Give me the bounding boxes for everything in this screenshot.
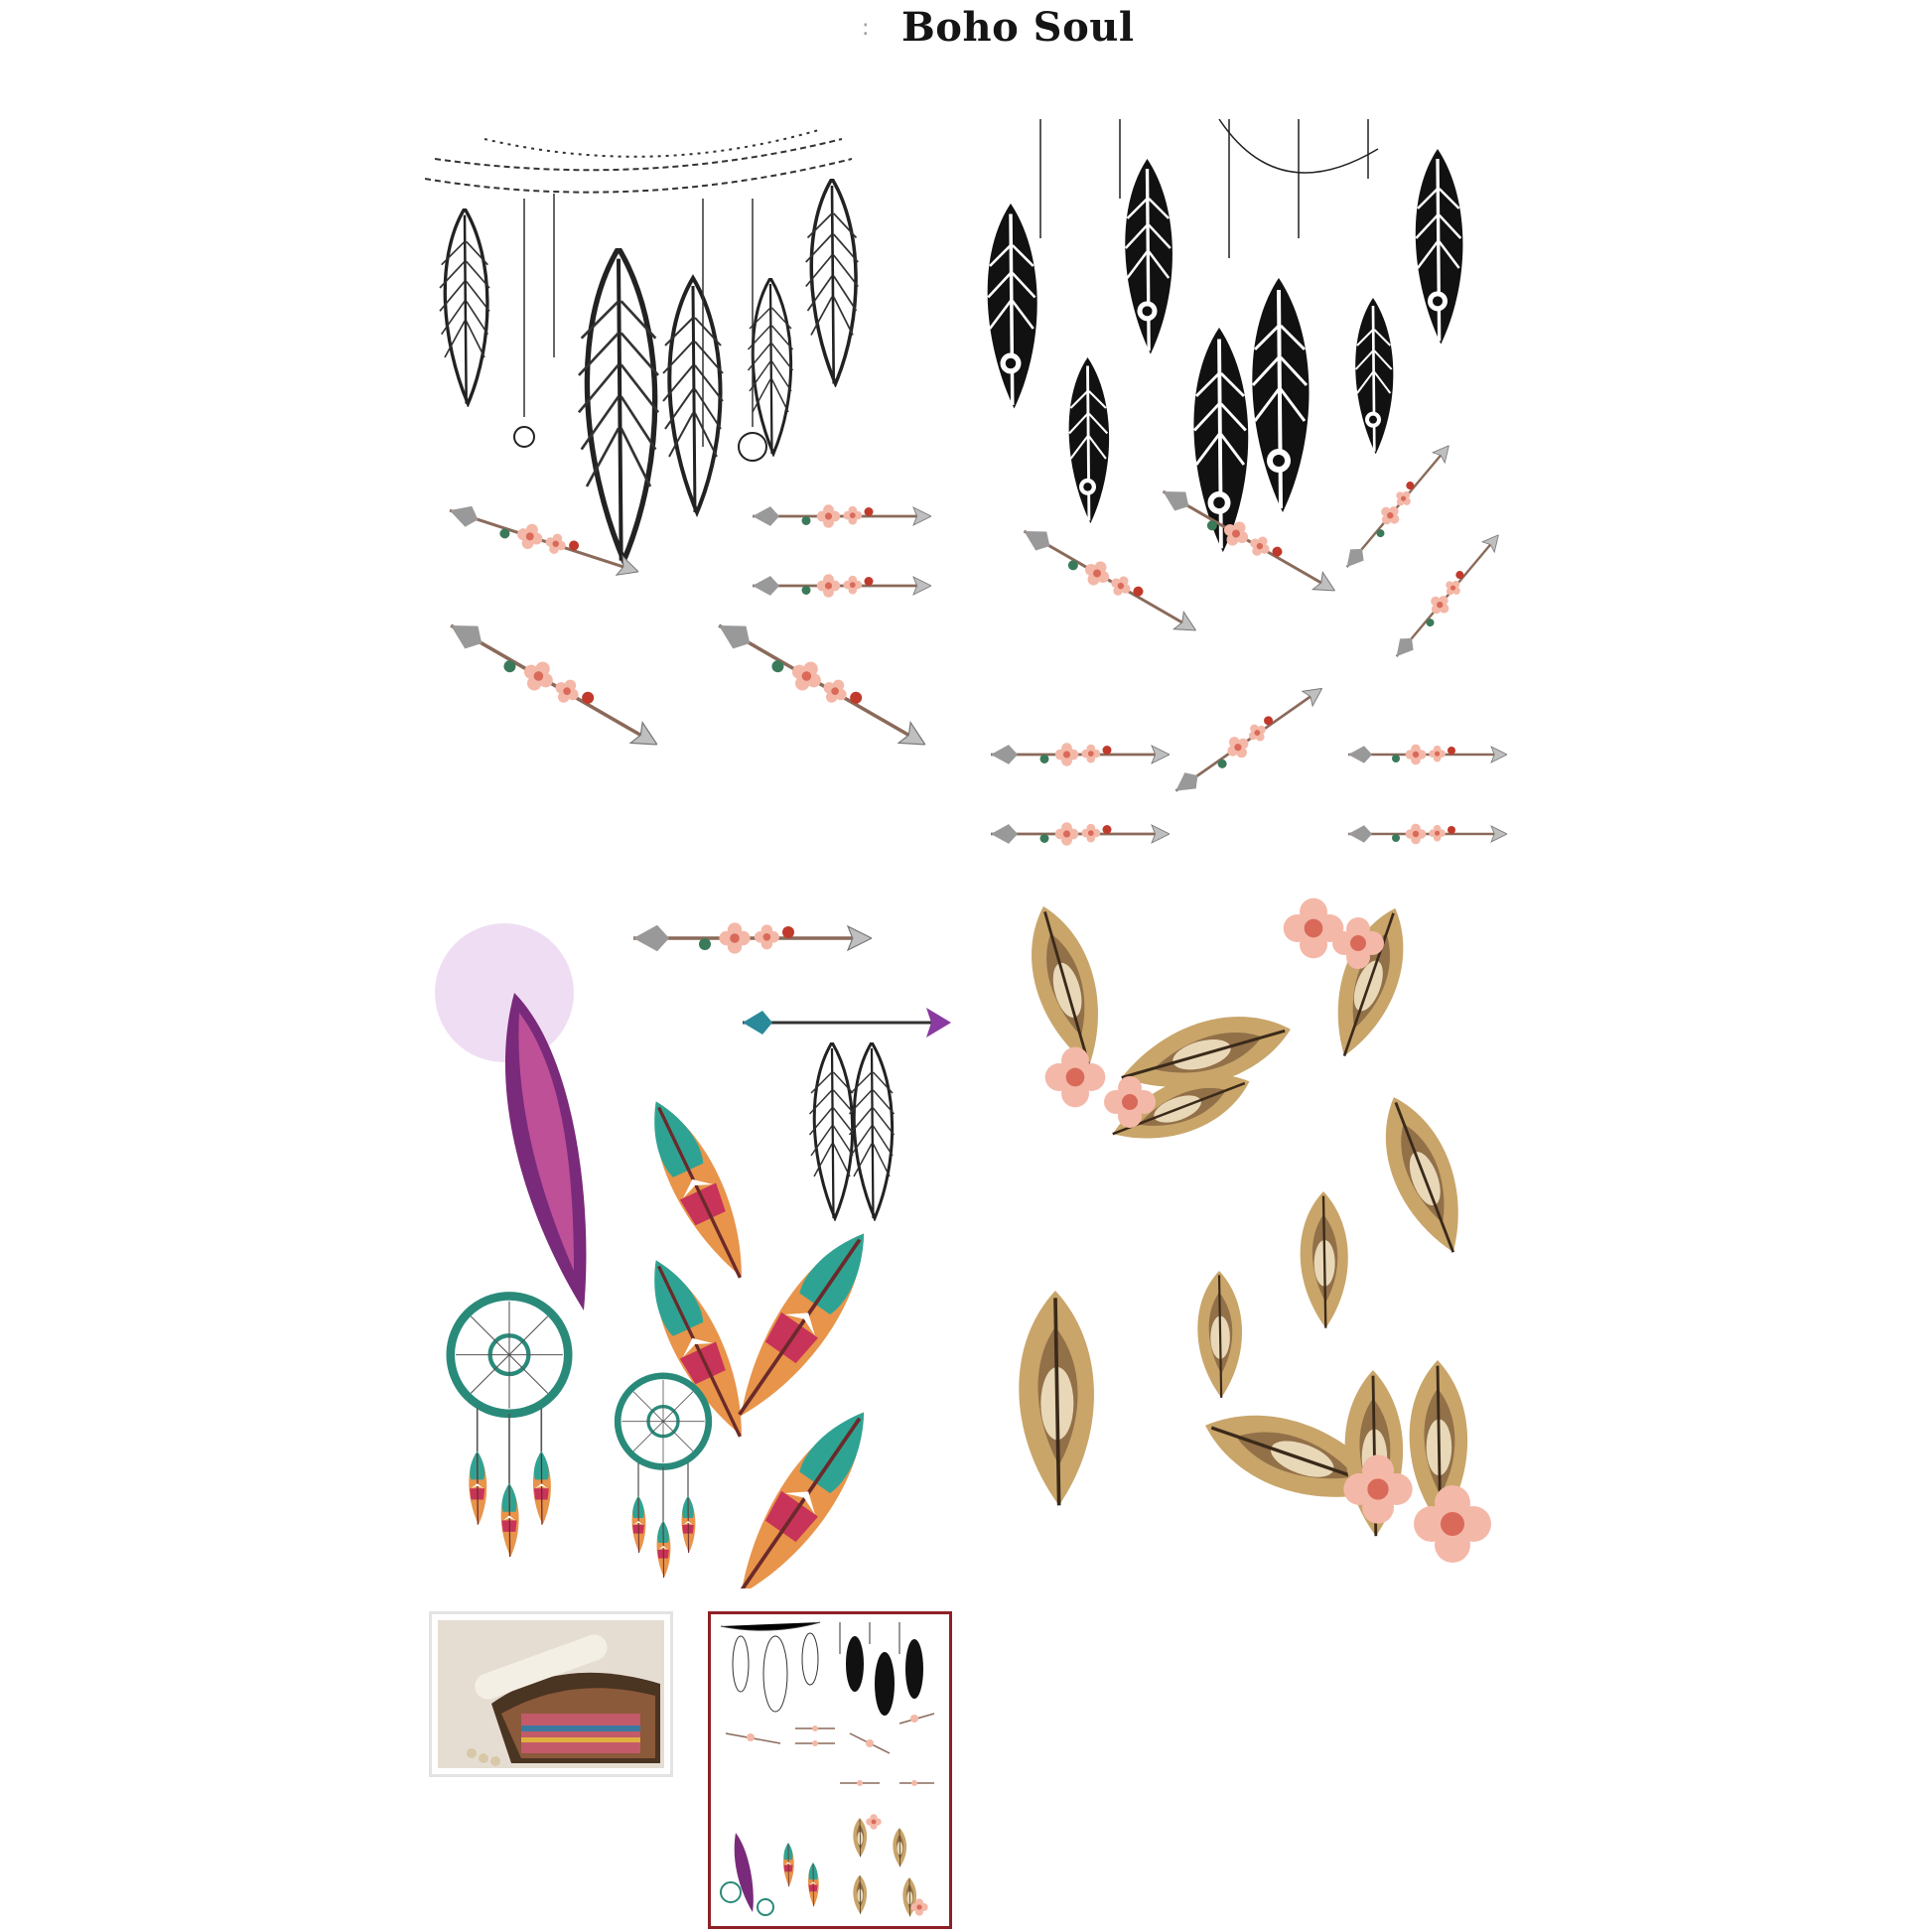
product-header — [0, 0, 1932, 69]
thumbnail-basket-photo[interactable] — [429, 1611, 673, 1777]
thumbnail-transfer-sheet[interactable] — [708, 1611, 952, 1929]
product-title: Boho Soul — [901, 4, 1135, 51]
panel-natural-feathers — [1017, 898, 1491, 1563]
panel-black-feathers — [988, 119, 1463, 552]
panel-colorful-feathers — [435, 922, 951, 1588]
panel-line-art-garland — [425, 129, 858, 561]
title-separator: : — [862, 16, 870, 41]
main-product-image[interactable] — [425, 119, 1515, 1588]
